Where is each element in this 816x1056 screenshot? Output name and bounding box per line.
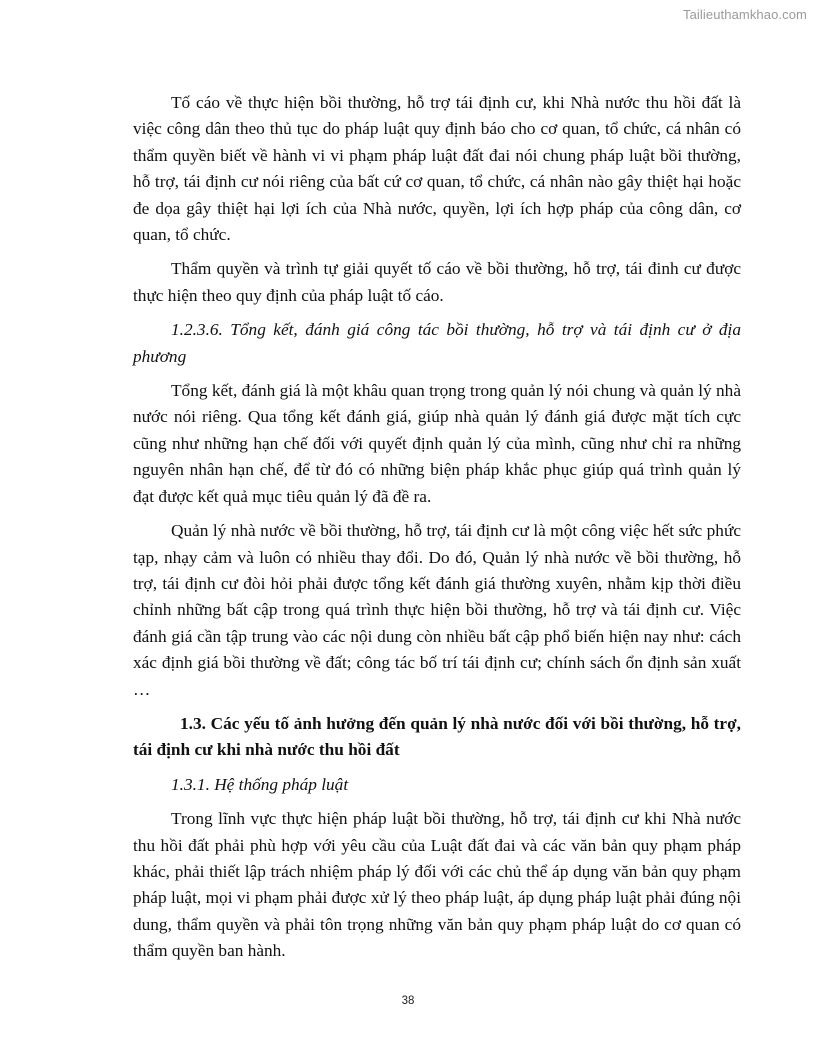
paragraph-legal-system: Trong lĩnh vực thực hiện pháp luật bồi thường, hỗ trợ, tái định cư khi Nhà nước thu hồi đất phải phù hợp với yêu cầu của Luật đất đai và các văn bản quy phạm pháp khác, phải thiết lập trách nhiệm pháp lý đối với các chủ thể áp dụng văn bản quy phạm pháp luật, mọi vi phạm phải được xử lý theo pháp luật, áp dụng pháp luật phải đúng nội dung, thẩm quyền và phải tôn trọng những văn bản quy phạm pháp luật do cơ quan có thẩm quyền ban hành.: [133, 809, 741, 961]
paragraph-state-management-review: Quản lý nhà nước về bồi thường, hỗ trợ, tái định cư là một công việc hết sức phức tạp, nhạy cảm và luôn có nhiều thay đổi. Do đó, Quản lý nhà nước về bồi thường, hỗ trợ, tái định cư đòi hỏi phải được tổng kết đánh giá thường xuyên, nhằm kịp thời điều chỉnh những bất cập trong quá trình thực hiện bồi thường, hỗ trợ và tái định cư. Việc đánh giá cần tập trung vào các nội dung còn nhiều bất cập phổ biến hiện nay như: cách xác định giá bồi thường về đất; công tác bố trí tái định cư; chính sách ổn định sản xuất …: [133, 521, 741, 699]
paragraph-review-evaluation: Tổng kết, đánh giá là một khâu quan trọng trong quản lý nói chung và quản lý nhà nước nói riêng. Qua tổng kết đánh giá, giúp nhà quản lý đánh giá được mặt tích cực cũng như những hạn chế đối với quyết định quản lý của mình, cũng như chỉ ra những nguyên nhân hạn chế, để từ đó có những biện pháp khắc phục giúp quá trình quản lý đạt được kết quả mục tiêu quản lý đã đề ra.: [133, 381, 741, 506]
subheading-1-3-1: 1.3.1. Hệ thống pháp luật: [171, 774, 349, 794]
paragraph-denunciation-authority: Thẩm quyền và trình tự giải quyết tố cáo về bồi thường, hỗ trợ, tái đinh cư được thực hiện theo quy định của pháp luật tố cáo.: [133, 259, 741, 305]
page-number: 38: [401, 995, 415, 1007]
section-heading-1-3: 1.3. Các yếu tố ảnh hưởng đến quản lý nhà nước đối với bồi thường, hỗ trợ, tái định cư khi nhà nước thu hồi đất: [133, 713, 741, 760]
document-body: [133, 90, 741, 965]
paragraph-denunciation-definition: Tố cáo về thực hiện bồi thường, hỗ trợ tái định cư, khi Nhà nước thu hồi đất là việc công dân theo thủ tục do pháp luật quy định báo cho cơ quan, tổ chức, cá nhân có thẩm quyền biết về hành vi vi phạm pháp luật đất đai nói chung pháp luật bồi thường, hỗ trợ, tái định cư nói riêng của bất cứ cơ quan, tổ chức, cá nhân nào gây thiệt hại hoặc đe dọa gây thiệt hại lợi ích của Nhà nước, quyền, lợi ích hợp pháp của công dân, cơ quan, tổ chức.: [133, 93, 741, 245]
watermark-text: Tailieuthamkhao.com: [682, 7, 807, 22]
subheading-1-2-3-6: 1.2.3.6. Tổng kết, đánh giá công tác bồi thường, hỗ trợ và tái định cư ở địa phương: [133, 320, 741, 366]
